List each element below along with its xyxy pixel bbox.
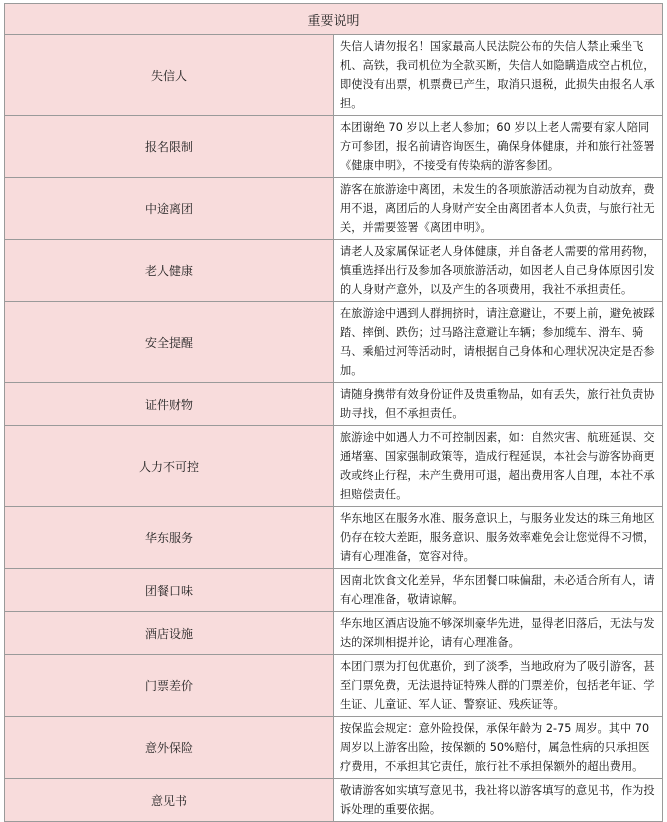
row-shixinren: [5, 35, 663, 116]
row-label: 中途离团: [5, 178, 334, 240]
row-label: 酒店设施: [5, 612, 334, 655]
row-renli-bukekong: [5, 426, 663, 507]
row-zhengjian-caiwu: [5, 383, 663, 426]
row-text: 游客在旅游途中离团，未发生的各项旅游活动视为自动放弃，费用不退，离团后的人身财产安全由离团者本人负责，与旅行社无关，并需要签署《离团申明》。: [334, 178, 663, 240]
row-text: 在旅游途中遇到人群拥挤时，请注意避让，不要上前，避免被踩踏、摔倒、跌伤；过马路注意避让车辆；参加缆车、滑车、骑马、乘船过河等活动时，请根据自己身体和心理状况决定是否参加。: [334, 302, 663, 383]
row-label: 意见书: [5, 779, 334, 822]
row-text: 请老人及家属保证老人身体健康，并自备老人需要的常用药物，慎重选择出行及参加各项旅游活动，如因老人自己身体原因引发的人身财产意外，以及产生的各项费用，我社不承担责任。: [334, 240, 663, 302]
row-jiudian-sheshi: [5, 612, 663, 655]
row-text: 本团门票为打包优惠价，到了淡季，当地政府为了吸引游客，甚至门票免费，无法退持证特殊人群的门票差价，包括老年证、学生证、儿童证、军人证、警察证、残疾证等。: [334, 655, 663, 717]
row-text: 因南北饮食文化差异，华东团餐口味偏甜，未必适合所有人，请有心理准备，敬请谅解。: [334, 569, 663, 612]
row-text: 华东地区酒店设施不够深圳豪华先进，显得老旧落后，无法与发达的深圳相提并论，请有心理准备。: [334, 612, 663, 655]
row-baoming-xianzhi: [5, 116, 663, 178]
row-text: 失信人请勿报名！国家最高人民法院公布的失信人禁止乘坐飞机、高铁，我司机位为全款买断，失信人如隐瞒造成空占机位，即使没有出票，机票费已产生，取消只退税，此损失由报名人承担。: [334, 35, 663, 116]
row-menpiao-chajia: [5, 655, 663, 717]
row-yijianshu: [5, 779, 663, 822]
row-laoren-jiankang: [5, 240, 663, 302]
row-label: 证件财物: [5, 383, 334, 426]
row-label: 老人健康: [5, 240, 334, 302]
row-label: 安全提醒: [5, 302, 334, 383]
row-text: 本团谢绝 70 岁以上老人参加；60 岁以上老人需要有家人陪同方可参团，报名前请咨询医生，确保身体健康，并和旅行社签署《健康申明》，不接受有传染病的游客参团。: [334, 116, 663, 178]
row-yiwai-baoxian: [5, 717, 663, 779]
row-zhongtu-lituan: [5, 178, 663, 240]
title-row: [5, 4, 663, 35]
row-label: 失信人: [5, 35, 334, 116]
row-label: 华东服务: [5, 507, 334, 569]
row-label: 意外保险: [5, 717, 334, 779]
notice-title: 重要说明: [5, 4, 663, 35]
row-label: 团餐口味: [5, 569, 334, 612]
row-tuancan-kouwei: [5, 569, 663, 612]
row-text: 按保监会规定：意外险投保，承保年龄为 2-75 周岁。其中 70 周岁以上游客出险，按保额的 50%赔付，属急性病的只承担医疗费用，不承担其它责任，旅行社不承担保额外的超出费用。: [334, 717, 663, 779]
row-text: 旅游途中如遇人力不可控制因素，如：自然灾害、航班延误、交通堵塞、国家强制政策等，造成行程延误，本社会与游客协商更改或终止行程，未产生费用可退，超出费用客人自理，本社不承担赔偿责任。: [334, 426, 663, 507]
row-text: 敬请游客如实填写意见书，我社将以游客填写的意见书，作为投诉处理的重要依据。: [334, 779, 663, 822]
row-anquan-tixing: [5, 302, 663, 383]
row-label: 人力不可控: [5, 426, 334, 507]
row-label: 门票差价: [5, 655, 334, 717]
row-label: 报名限制: [5, 116, 334, 178]
row-text: 请随身携带有效身份证件及贵重物品，如有丢失，旅行社负责协助寻找，但不承担责任。: [334, 383, 663, 426]
row-text: 华东地区在服务水准、服务意识上，与服务业发达的珠三角地区仍存在较大差距，服务意识、服务效率难免会让您觉得不习惯，请有心理准备，宽容对待。: [334, 507, 663, 569]
row-huadong-fuwu: [5, 507, 663, 569]
notice-table: [4, 3, 663, 822]
